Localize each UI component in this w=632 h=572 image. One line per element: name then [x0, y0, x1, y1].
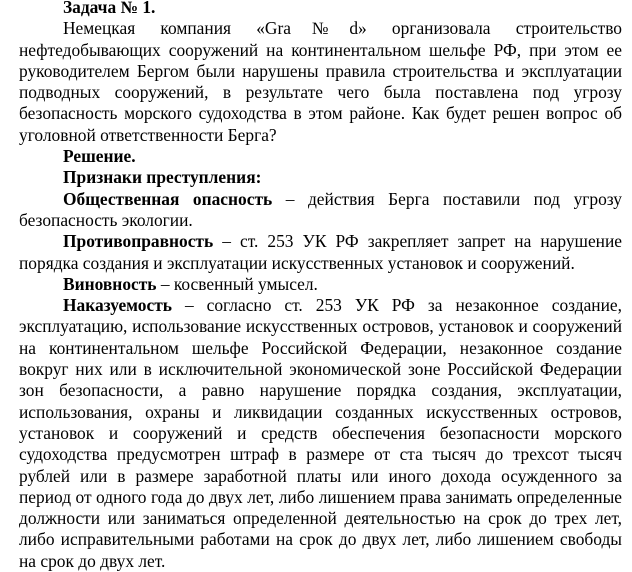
sign-text: – действия Берга поставили под угрозу безопасность экологии.: [19, 188, 622, 230]
sign-term: Наказуемость: [63, 295, 172, 316]
task-title: Задача № 1.: [63, 0, 156, 17]
sign-unlawfulness: [19, 231, 622, 274]
sign-public-danger: [19, 189, 622, 232]
sign-text: – ст. 253 УК РФ закрепляет запрет на нарушение порядка создания и эксплуатации искусственных установок и сооружений.: [19, 231, 622, 273]
sign-term: Общественная опасность: [63, 188, 273, 209]
document-page: [19, 0, 622, 572]
sign-punishability: [19, 295, 622, 572]
sign-term: Противоправность: [63, 231, 214, 252]
solution-title: Решение.: [63, 146, 136, 167]
sign-text: – косвенный умысел.: [156, 273, 318, 294]
signs-title: Признаки преступления:: [63, 167, 262, 188]
sign-guilt: [19, 274, 622, 295]
sign-text: – согласно ст. 253 УК РФ за незаконное создание, эксплуатацию, использование искусственных островов, установок и сооружений на континентальном шельфе Российской Федерации, незаконное создание вокруг них или в исключительной экономической зоне Российской Федерации зон безопасности, а равно нарушение порядка создания, эксплуатации, использования, охраны и ликвидации созданных искусственных островов, установок и сооружений и средств обеспечения безопасности морского судоходства предусмотрен штраф в размере от ста тысяч до трехсот тысяч рублей или в размере заработной платы или иного дохода осужденного за период от одного года до двух лет, либо лишением права занимать определенные должности или заниматься определенной деятельностью на срок до трех лет, либо исправительными работами на срок до двух лет, либо лишением свободы на срок до двух лет.: [19, 295, 622, 571]
task-text: Немецкая компания «Gra№d» организовала строительство нефтедобывающих сооружений на континентальном шельфе РФ, при этом ее руководителем Бергом были нарушены правила строительства и эксплуатации подводных сооружений, в результате чего была поставлена под угрозу безопасность морского судоходства в этом районе. Как будет решен вопрос об уголовной ответственности Берга?: [19, 18, 622, 145]
sign-term: Виновность: [63, 273, 157, 294]
